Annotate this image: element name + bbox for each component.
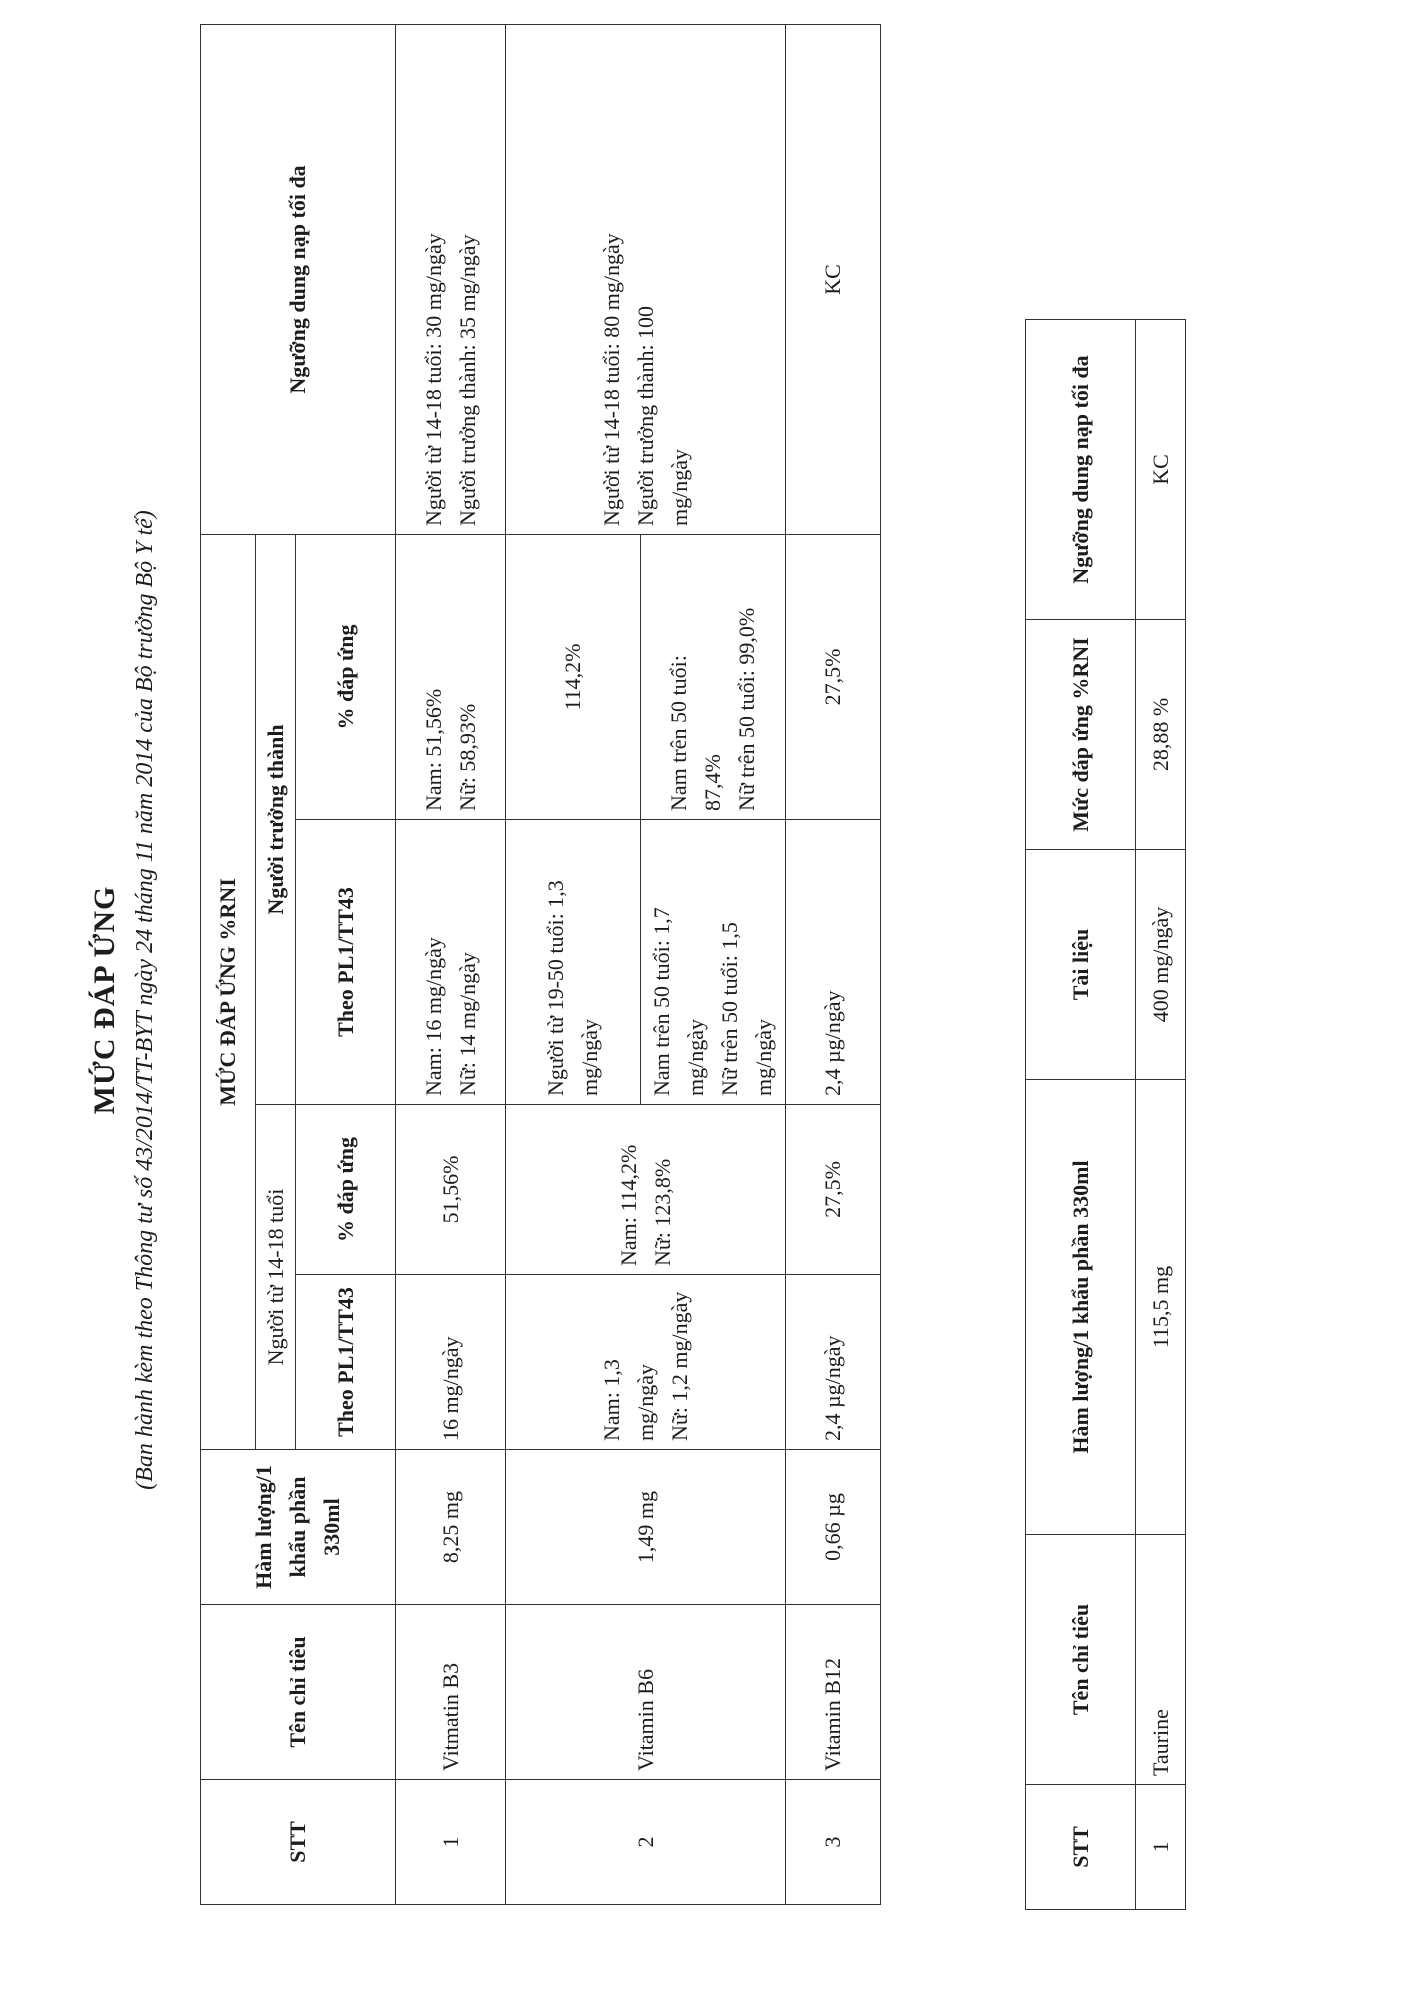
row2-teen-standard-line: Nam: 1,3 mg/ngày <box>598 1359 658 1441</box>
row2-stt: 2 <box>506 1780 786 1905</box>
page-subtitle: (Ban hành kèm theo Thông tư số 43/2014/TT-BYT ngày 24 tháng 11 năm 2014 của Bộ trưởng Bộ Y tế) <box>132 510 158 1490</box>
row2-adult-standard-line: mg/ngày <box>577 1019 602 1096</box>
row1-adult-percent <box>396 534 506 819</box>
header-content: Hàm lượng/1 khẩu phần 330ml <box>201 1450 396 1605</box>
row1-teen-percent: 51,56% <box>396 1105 506 1275</box>
row2-max <box>506 24 786 534</box>
row2-adult-percent-19-50: 114,2% <box>506 534 641 819</box>
row3-name: Vitamin B12 <box>786 1605 881 1780</box>
row1-max-line: Người trưởng thành: 35 mg/ngày <box>454 234 480 526</box>
row2-adult-percent-line: Nữ trên 50 tuổi: 99,0% <box>734 607 759 811</box>
page-title: MỨC ĐÁP ỨNG <box>88 885 121 1115</box>
t2-header-response: Mức đáp ứng %RNI <box>1026 620 1136 850</box>
t2-header-max: Ngưỡng dung nạp tối đa <box>1026 320 1136 620</box>
row2-adult-standard-line: Nam trên 50 tuổi: 1,7 <box>649 907 674 1096</box>
row3-max: KC <box>786 24 881 534</box>
row2-adult-percent-line: 87,4% <box>700 754 725 811</box>
row1-stt: 1 <box>396 1780 506 1905</box>
row2-max-line: Người từ 14-18 tuổi: 80 mg/ngày <box>598 233 624 526</box>
row3-adult-percent: 27,5% <box>786 534 881 819</box>
header-response-group: MỨC ĐÁP ỨNG %RNI <box>201 534 256 1449</box>
row3-content: 0,66 µg <box>786 1450 881 1605</box>
table-row <box>786 24 881 1904</box>
t2-row1-reference: 400 mg/ngày <box>1136 850 1186 1080</box>
t2-row1-response: 28,88 % <box>1136 620 1186 850</box>
row2-teen-standard <box>506 1275 786 1450</box>
taurine-table <box>1025 319 1186 1910</box>
row2-content: 1,49 mg <box>506 1450 786 1605</box>
row1-content: 8,25 mg <box>396 1450 506 1605</box>
t2-header-name: Tên chỉ tiêu <box>1026 1535 1136 1785</box>
t2-header-stt: STT <box>1026 1785 1136 1910</box>
row2-name: Vitamin B6 <box>506 1605 786 1780</box>
row3-teen-standard: 2,4 µg/ngày <box>786 1275 881 1450</box>
row2-teen-percent-line: Nam: 114,2% <box>615 1144 641 1266</box>
response-table <box>200 24 881 1905</box>
row1-max-line: Người từ 14-18 tuổi: 30 mg/ngày <box>420 233 446 526</box>
row2-adult-percent-over-50 <box>641 534 786 819</box>
row1-adult-percent-line: Nữ: 58,93% <box>454 703 480 811</box>
row2-adult-standard-19-50 <box>506 820 641 1105</box>
header-max: Ngưỡng dung nạp tối đa <box>201 24 396 534</box>
row1-name: Vitmatin B3 <box>396 1605 506 1780</box>
row2-teen-standard-line: Nữ: 1,2 mg/ngày <box>666 1291 692 1441</box>
header-adult-standard: Theo PL1/TT43 <box>296 820 396 1105</box>
header-adult-percent: % đáp ứng <box>296 534 396 819</box>
table-row <box>506 24 641 1904</box>
row2-teen-percent <box>506 1105 786 1275</box>
row1-adult-standard <box>396 820 506 1105</box>
header-name: Tên chỉ tiêu <box>201 1605 396 1780</box>
row1-adult-standard-line: Nữ: 14 mg/ngày <box>454 952 480 1096</box>
row2-adult-standard-line: Người từ 19-50 tuổi: 1,3 <box>543 880 568 1096</box>
row3-adult-standard: 2,4 µg/ngày <box>786 820 881 1105</box>
row2-max-line: mg/ngày <box>666 448 692 526</box>
row1-teen-standard: 16 mg/ngày <box>396 1275 506 1450</box>
table-row <box>1136 320 1186 1910</box>
row3-teen-percent: 27,5% <box>786 1105 881 1275</box>
row2-adult-standard-line: mg/ngày <box>683 1019 708 1096</box>
row2-adult-standard-line: mg/ngày <box>751 1019 776 1096</box>
row1-adult-standard-line: Nam: 16 mg/ngày <box>420 937 446 1096</box>
row1-max <box>396 24 506 534</box>
table-row <box>396 24 506 1904</box>
t2-row1-max: KC <box>1136 320 1186 620</box>
t2-row1-name: Taurine <box>1136 1535 1186 1785</box>
row2-max-line: Người trưởng thành: 100 <box>632 305 658 526</box>
t2-header-content: Hàm lượng/1 khẩu phần 330ml <box>1026 1080 1136 1535</box>
header-adult-group: Người trưởng thành <box>256 534 296 1104</box>
row2-teen-percent-line: Nữ: 123,8% <box>649 1158 675 1266</box>
header-teen-group: Người từ 14-18 tuổi <box>256 1105 296 1450</box>
header-teen-standard: Theo PL1/TT43 <box>296 1275 396 1450</box>
row2-adult-standard-over-50 <box>641 820 786 1105</box>
row3-stt: 3 <box>786 1780 881 1905</box>
t2-row1-content: 115,5 mg <box>1136 1080 1186 1535</box>
stamp-mark <box>1325 1360 1351 1470</box>
row1-adult-percent-line: Nam: 51,56% <box>420 688 446 811</box>
header-stt: STT <box>201 1780 396 1905</box>
t2-row1-stt: 1 <box>1136 1785 1186 1910</box>
t2-header-reference: Tài liệu <box>1026 850 1136 1080</box>
row2-adult-standard-line: Nữ trên 50 tuổi: 1,5 <box>717 922 742 1096</box>
row2-adult-percent-line: Nam trên 50 tuổi: <box>666 655 691 811</box>
header-teen-percent: % đáp ứng <box>296 1105 396 1275</box>
